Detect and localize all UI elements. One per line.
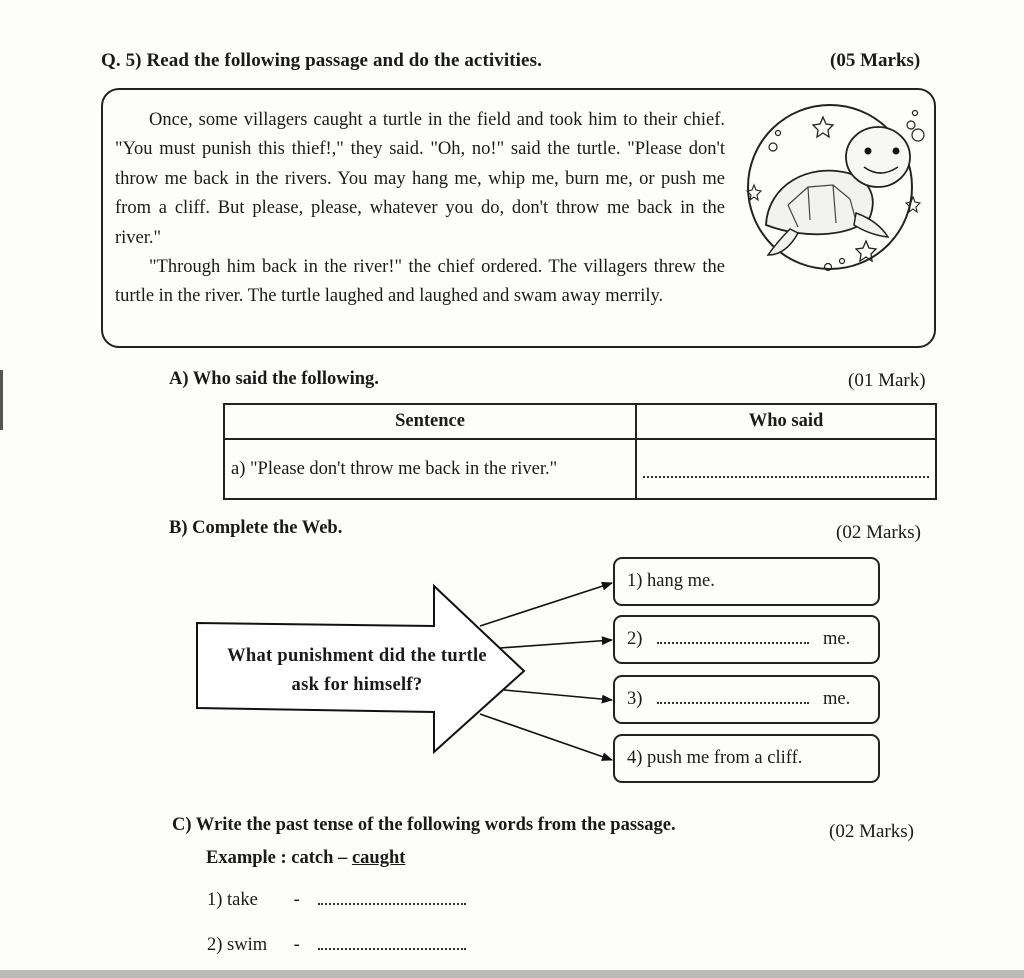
item-number: 2) (207, 935, 223, 955)
past-tense-item-1 (207, 890, 466, 911)
item-number: 1) (207, 890, 223, 910)
connector-arrow-2 (500, 640, 612, 648)
example-prefix: Example : catch – (206, 848, 352, 868)
question-marks: (05 Marks) (830, 50, 921, 71)
example-answer: caught (351, 848, 406, 868)
connector-arrow-4 (480, 714, 612, 760)
web-item-suffix: me. (823, 689, 851, 709)
passage-paragraph-1: Once, some villagers caught a turtle in the field and took him to their chief. "You must punish this thief!," they said. "Oh, no!" said the turtle. "Please don't throw me back in the rivers. You may hang me, whip me, burn me, or push me from a cliff. But please, please, whatever you do, don't throw me back in the river." (115, 110, 725, 248)
table-cell-sentence: a) "Please don't throw me back in the river." (224, 439, 636, 499)
web-item-blank[interactable] (657, 642, 809, 644)
item-word: swim (227, 935, 268, 955)
past-tense-item-2 (207, 935, 466, 956)
web-item-4 (613, 734, 880, 783)
web-item-1 (613, 557, 880, 606)
section-c-marks: (02 Marks) (829, 821, 914, 842)
connector-arrow-1 (480, 583, 612, 626)
web-item-blank[interactable] (657, 702, 809, 704)
passage-paragraph-2: "Through him back in the river!" the chief ordered. The villagers threw the turtle in the river. The turtle laughed and laughed and swam away merrily. (115, 257, 725, 307)
web-item-number: 4) (627, 748, 643, 768)
section-c-label: C) Write the past tense of the following words from the passage. (172, 815, 676, 835)
web-item-text: hang me. (647, 571, 715, 591)
section-b-marks: (02 Marks) (836, 522, 921, 543)
web-item-number: 2) (627, 629, 643, 649)
connector-arrow-3 (504, 690, 612, 700)
item-dash: - (293, 890, 300, 910)
web-item-3[interactable] (613, 675, 880, 724)
item-answer-blank[interactable] (318, 948, 466, 950)
section-b-label: B) Complete the Web. (169, 518, 343, 538)
web-item-number: 1) (627, 571, 643, 591)
section-a-marks: (01 Mark) (848, 370, 926, 391)
web-item-2[interactable] (613, 615, 880, 664)
question-title: Q. 5) Read the following passage and do the activities. (101, 50, 542, 71)
web-item-number: 3) (627, 689, 643, 709)
table-header-sentence: Sentence (224, 404, 636, 439)
web-center-question: What punishment did the turtle ask for himself? (227, 646, 487, 695)
web-item-suffix: me. (823, 629, 851, 649)
item-word: take (227, 890, 258, 910)
section-a-label: A) Who said the following. (169, 369, 379, 389)
table-header-who-said: Who said (636, 404, 936, 439)
page-bottom-edge (0, 970, 1024, 978)
web-item-text: push me from a cliff. (647, 748, 803, 768)
example-line (206, 848, 405, 869)
item-dash: - (293, 935, 300, 955)
item-answer-blank[interactable] (318, 903, 466, 905)
